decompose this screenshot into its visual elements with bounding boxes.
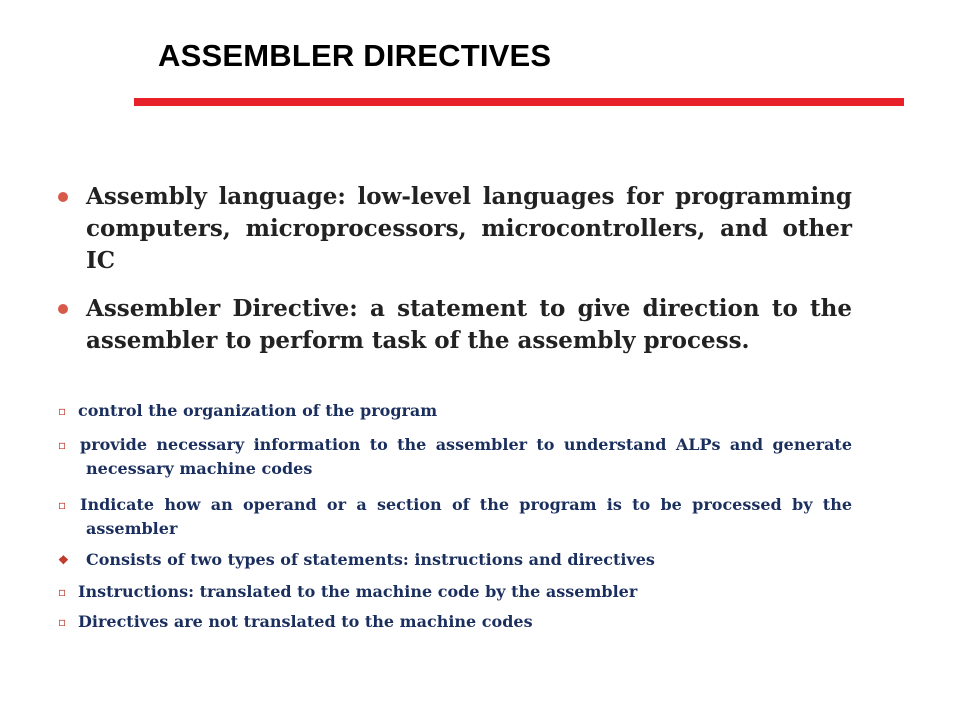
sub-point-text: Instructions: translated to the machine code by the assembler (78, 582, 638, 601)
circle-bullet-icon (58, 304, 68, 314)
square-bullet-icon: ▫ (58, 585, 67, 599)
slide-title: ASSEMBLER DIRECTIVES (158, 38, 552, 73)
sub-point (58, 548, 852, 572)
sub-point (58, 580, 852, 604)
sub-point (58, 433, 852, 481)
title-underline (134, 98, 904, 106)
bullet-text: Assembly language: low-level languages for programming computers, microprocessors, microcontrollers, and other IC (86, 183, 852, 274)
square-bullet-icon: ▫ (58, 438, 67, 452)
circle-bullet-icon (58, 192, 68, 202)
sub-point (58, 610, 852, 634)
bullet-item (58, 181, 852, 277)
diamond-bullet-icon: ❖ (58, 553, 69, 567)
square-bullet-icon: ▫ (58, 615, 67, 629)
square-bullet-icon: ▫ (58, 404, 67, 418)
sub-point (58, 399, 852, 423)
bullet-item (58, 293, 852, 357)
sub-point-text: Indicate how an operand or a section of the program is to be processed by the assembler (80, 495, 852, 538)
sub-point-text: Consists of two types of statements: instructions and directives (86, 550, 655, 569)
sub-point-text: control the organization of the program (78, 401, 438, 420)
sub-point (58, 493, 852, 541)
sub-point-text: provide necessary information to the assembler to understand ALPs and generate necessary machine codes (80, 435, 852, 478)
square-bullet-icon: ▫ (58, 498, 67, 512)
bullet-text: Assembler Directive: a statement to give direction to the assembler to perform task of the assembly process. (86, 295, 852, 354)
sub-point-text: Directives are not translated to the machine codes (78, 612, 533, 631)
